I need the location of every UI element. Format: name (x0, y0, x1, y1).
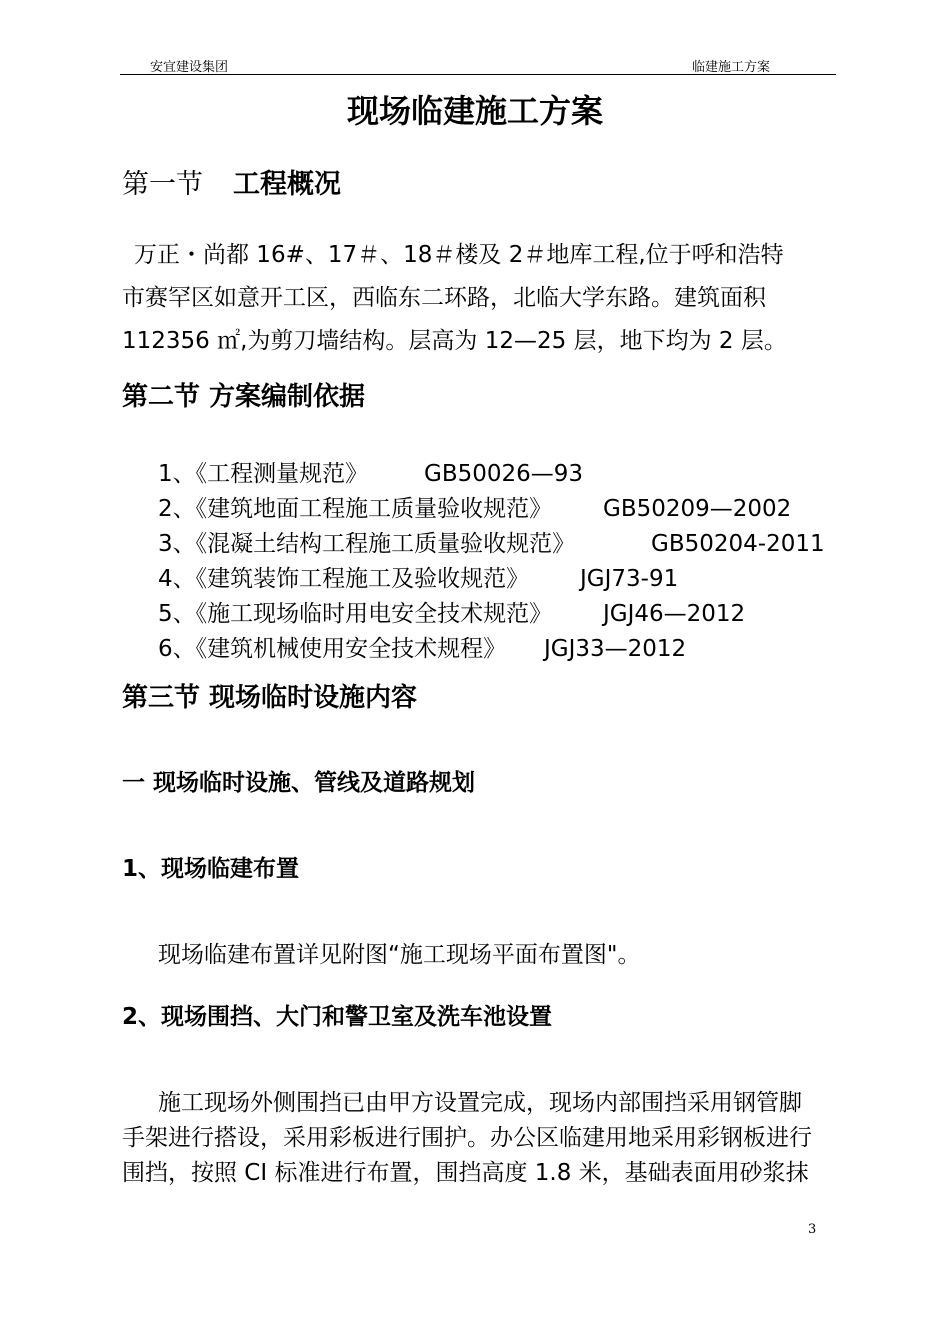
item2-heading: 2、现场围挡、大门和警卫室及洗车池设置 (122, 1004, 553, 1030)
section3-subheading: 一 现场临时设施、管线及道路规划 (122, 770, 476, 796)
reference-name: 4、《建筑装饰工程施工及验收规范》 (158, 566, 530, 592)
section3-heading: 第三节 现场临时设施内容 (122, 683, 418, 713)
item2-line-2: 手架进行搭设，采用彩板进行围护。办公区临建用地采用彩钢板进行 (122, 1125, 812, 1151)
reference-code: GB50026—93 (424, 461, 584, 487)
section2-heading: 第二节 方案编制依据 (122, 382, 366, 412)
item2-line-3: 围挡，按照 CI 标准进行布置，围挡高度 1.8 米，基础表面用砂浆抹 (122, 1160, 809, 1186)
reference-name: 5、《施工现场临时用电安全技术规范》 (158, 601, 553, 627)
reference-code: JGJ73-91 (580, 566, 679, 592)
reference-name: 6、《建筑机械使用安全技术规程》 (158, 636, 507, 662)
section1-para-line-3: 112356 ㎡,为剪刀墙结构。层高为 12—25 层，地下均为 2 层。 (122, 328, 787, 354)
header-company: 安宜建设集团 (150, 60, 229, 75)
item1-heading: 1、现场临建布置 (122, 856, 300, 882)
reference-name: 3、《混凝土结构工程施工质量验收规范》 (158, 531, 576, 557)
section1-title: 工程概况 (233, 169, 341, 200)
page-header (120, 54, 836, 75)
reference-item (158, 632, 687, 667)
reference-item (158, 597, 746, 632)
reference-code: GB50209—2002 (603, 496, 792, 522)
header-doc-title: 临建施工方案 (691, 60, 770, 75)
reference-item (158, 527, 825, 562)
reference-code: JGJ46—2012 (603, 601, 746, 627)
section1-heading (122, 162, 341, 201)
reference-code: JGJ33—2012 (544, 636, 687, 662)
reference-item (158, 492, 792, 527)
reference-item (158, 457, 584, 492)
reference-name: 2、《建筑地面工程施工质量验收规范》 (158, 496, 553, 522)
reference-name: 1、《工程测量规范》 (158, 461, 369, 487)
section1-para-line-2: 市赛罕区如意开工区，西临东二环路，北临大学东路。建筑面积 (122, 285, 766, 311)
document-title: 现场临建施工方案 (346, 92, 603, 130)
reference-item (158, 562, 679, 597)
page-number: 3 (808, 1222, 817, 1237)
item2-line-1: 施工现场外侧围挡已由甲方设置完成，现场内部围挡采用钢管脚 (158, 1090, 802, 1116)
reference-code: GB50204-2011 (651, 531, 825, 557)
section1-label: 第一节 (122, 169, 203, 200)
section1-para-line-1: 万正・尚都 16#、17＃、18＃楼及 2＃地库工程,位于呼和浩特 (134, 242, 784, 268)
item1-text: 现场临建布置详见附图“施工现场平面布置图"。 (158, 942, 641, 968)
